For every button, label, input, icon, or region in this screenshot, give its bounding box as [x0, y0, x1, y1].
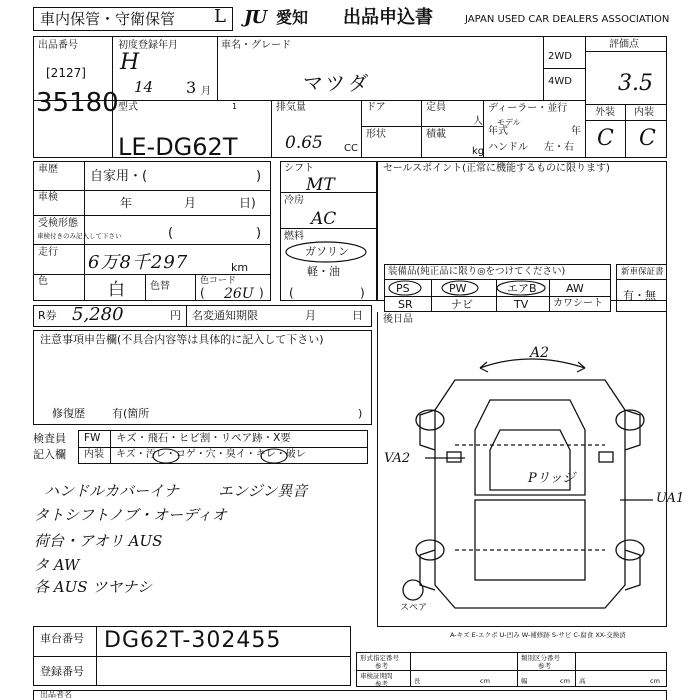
ju-logo: JU	[244, 7, 267, 28]
inspection-year: 年	[120, 196, 133, 210]
diagram-legend: A-キズ E-エクボ U-凹み W-補修跡 S-サビ C-腐食 XX-交換済	[450, 631, 626, 639]
inspector-row1-tag: FW	[84, 432, 101, 444]
class-sub: 参考	[538, 662, 551, 670]
inspector-row2: キズ・汚レ・コゲ・穴・臭イ・キレ・破レ	[116, 449, 306, 460]
evaluation-score: 3.5	[618, 71, 653, 96]
shape-label: 形状	[366, 129, 386, 140]
diagram-va2: VA2	[384, 451, 411, 466]
notice-month: 月	[305, 309, 316, 322]
dealer-line1: ディーラー・並行	[488, 103, 568, 114]
registration-era: H	[120, 50, 140, 75]
registration-year: 14	[134, 78, 154, 96]
color-change-label: 色替	[150, 281, 170, 292]
receipt-note: 車検付きのみ記入して下さい	[37, 232, 122, 240]
color-label: 色	[38, 276, 48, 287]
model-cert-label: 形式指定番号	[360, 654, 399, 662]
equipment-leather: カワシート	[553, 298, 603, 309]
model-tick: 1	[232, 102, 238, 111]
equipment-tv: TV	[514, 298, 529, 311]
footer-box	[33, 690, 667, 700]
inspector-note-5: タ AW	[34, 556, 80, 574]
lot-sub-number: [2127]	[46, 66, 86, 80]
handle-options: 左・右	[544, 142, 574, 153]
reg-cert-label: 車検証期間	[360, 672, 393, 680]
repair-value: 有(箇所	[112, 407, 150, 420]
equipment-label: 装備品(純正品に限り◎をつけてください)	[388, 266, 566, 277]
color-value: 白	[108, 280, 125, 300]
evaluation-label: 評価点	[609, 39, 639, 50]
dealer-line2: モデル	[497, 118, 521, 127]
repair-label: 修復歴	[52, 407, 85, 420]
model-cert-sub: 参考	[375, 662, 388, 670]
height-label: 高	[579, 677, 586, 685]
equipment-sr: SR	[398, 298, 413, 311]
registration-month: 3	[186, 78, 197, 97]
notes-label: 注意事項申告欄(不具合内容等は具体的に記入して下さい)	[40, 333, 324, 346]
inspection-label: 車検	[38, 192, 58, 203]
inspection-month: 月	[184, 196, 197, 210]
storage-title: 車内保管・守衛保管	[40, 10, 176, 28]
class-label: 類別区分番号	[521, 654, 560, 662]
inspector-note-6: 各 AUS ツヤナシ	[34, 578, 152, 596]
reg-cert-sub: 参考	[375, 680, 388, 688]
doors-label: ドア	[366, 102, 386, 113]
receipt-label: 受検形態	[38, 218, 78, 229]
fuel-option2: 軽・油	[307, 265, 340, 278]
inspector-note-2: エンジン異音	[218, 482, 308, 500]
equipment-airbag: エアB	[507, 282, 537, 295]
shift-value: MT	[306, 175, 335, 195]
exterior-label: 外装	[595, 107, 615, 118]
dealer-line4: 年	[571, 126, 581, 137]
chassis-label: 車台番号	[40, 632, 84, 645]
sales-point-label: セールスポイント(正常に機能するものに限ります)	[383, 163, 610, 174]
association-name: JAPAN USED CAR DEALERS ASSOCIATION	[465, 14, 670, 25]
inspector-label2: 記入欄	[33, 448, 66, 461]
capacity-label: 定員	[426, 102, 446, 113]
displacement-label: 排気量	[276, 102, 306, 113]
color-code-close: )	[259, 286, 264, 300]
displacement-unit: CC	[344, 143, 358, 154]
mileage-label: 走行	[38, 247, 58, 258]
load-unit: kg	[472, 146, 485, 157]
fuel-label: 燃料	[284, 231, 304, 242]
equipment-ps: PS	[396, 282, 410, 295]
history-value: 自家用・(	[90, 169, 148, 184]
length-label: 長	[414, 677, 421, 685]
footer-form-label: 出品者名	[40, 690, 72, 699]
interior-grade: C	[639, 126, 656, 151]
mileage-value: 6万8千297	[88, 252, 189, 273]
recycle-value: 5,280	[72, 304, 124, 325]
model-label: 型式	[118, 102, 138, 113]
registration-label: 初度登録年月	[118, 40, 178, 51]
model-value: LE-DG62T	[118, 133, 238, 161]
height-unit: cm	[650, 677, 660, 685]
aircon-label: 冷房	[284, 195, 304, 206]
exterior-grade: C	[597, 126, 614, 151]
history-close: )	[256, 169, 262, 184]
org-name: 愛知	[276, 8, 309, 27]
equipment-circles-icon	[384, 278, 554, 298]
lot-label: 出品番号	[38, 40, 78, 51]
interior-label: 内装	[634, 107, 654, 118]
diagram-ua1: UA1	[656, 491, 685, 506]
aircon-value: AC	[311, 209, 337, 229]
recycle-label: R券	[38, 309, 57, 322]
receipt-open: (	[168, 226, 174, 241]
inspection-day: 日)	[239, 196, 256, 210]
drive-2wd: 2WD	[548, 51, 572, 62]
equipment-aw: AW	[566, 282, 584, 295]
diagram-a2: A2	[530, 345, 550, 361]
width-unit: cm	[560, 677, 570, 685]
inspector-label1: 検査員	[33, 432, 66, 445]
inspector-note-3: タトシフトノブ・オーディオ	[34, 506, 227, 524]
inspector-row2-tag: 内装	[84, 449, 104, 460]
chassis-value: DG62T-302455	[104, 628, 282, 653]
handle-label: ハンドル	[488, 142, 528, 153]
equipment-navi: ナビ	[451, 298, 473, 311]
form-title: 出品申込書	[343, 7, 433, 28]
dealer-line3: 年式	[488, 126, 508, 137]
lot-number: 35180	[36, 88, 119, 118]
color-code-value: 26U	[224, 286, 254, 302]
warranty-value: 有・無	[623, 289, 656, 302]
color-code-open: (	[200, 286, 205, 300]
fuel-close: )	[360, 286, 365, 300]
car-name-label: 車名・グレード	[221, 40, 291, 51]
inspector-note-1: ハンドルカバーイナ	[44, 482, 180, 500]
displacement-value: 0.65	[285, 133, 323, 153]
inspector-note-4: 荷台・アオリ AUS	[34, 532, 163, 550]
fuel-open: (	[289, 286, 294, 300]
load-label: 積載	[426, 129, 446, 140]
registration-month-unit: 月	[201, 86, 211, 97]
drive-4wd: 4WD	[548, 76, 572, 87]
shift-label: シフト	[284, 163, 314, 174]
notice-day: 日	[352, 309, 363, 322]
recycle-unit: 円	[170, 309, 181, 322]
receipt-close: )	[256, 226, 262, 241]
fuel-option1: ガソリン	[305, 245, 349, 258]
warranty-label: 新車保証書	[621, 267, 664, 277]
mileage-unit: km	[231, 261, 249, 274]
inspector-row1: キズ・飛石・ヒビ割・リペア跡・X要	[116, 432, 291, 444]
capacity-unit: 人	[473, 116, 483, 127]
storage-mark: L	[214, 6, 226, 27]
notice-label: 名変通知期限	[192, 309, 258, 322]
rear-seat-label: 後日品	[383, 314, 413, 325]
equipment-pw: PW	[449, 282, 467, 295]
history-label: 車歴	[38, 164, 58, 175]
color-code-label: 色コード	[200, 276, 237, 286]
registration-number-label: 登録番号	[40, 665, 84, 678]
width-label: 幅	[521, 677, 528, 685]
diagram-pillar: Pリッジ	[528, 471, 576, 486]
diagram-spare: スペア	[400, 603, 428, 613]
car-name-value: マツダ	[303, 71, 372, 95]
length-unit: cm	[480, 677, 490, 685]
inspector-circles-icon	[110, 447, 370, 465]
repair-close: )	[358, 407, 363, 420]
